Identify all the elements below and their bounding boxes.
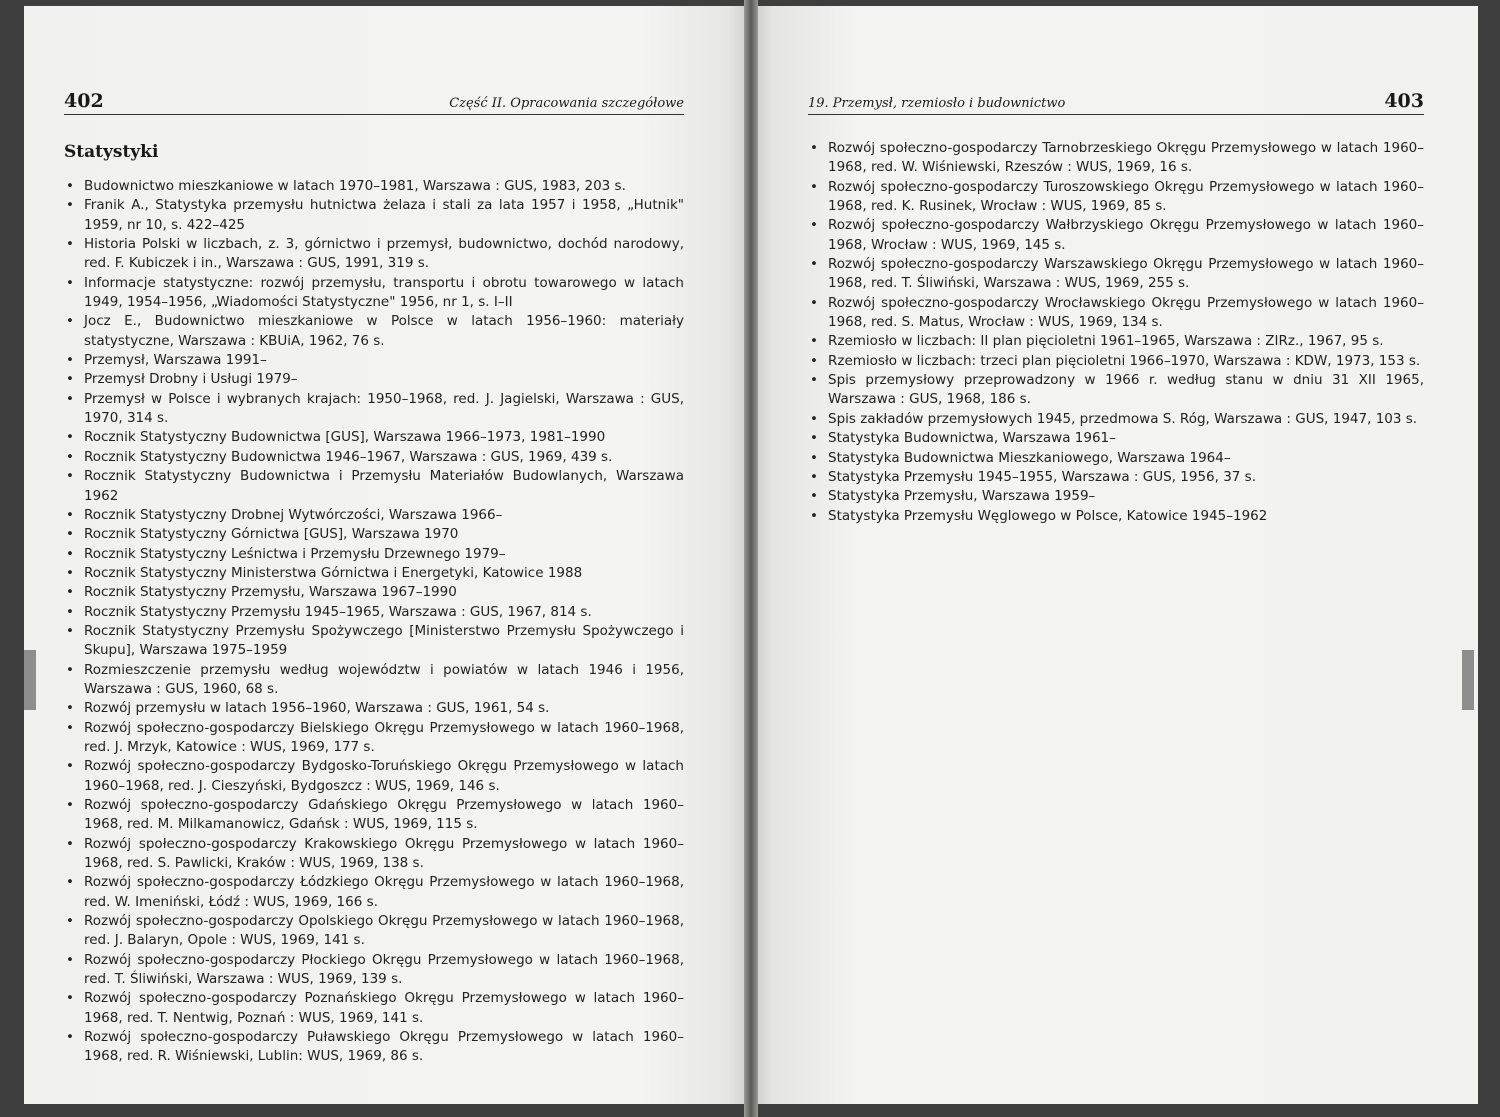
bullet-icon: •: [66, 990, 74, 1007]
bibliography-entry: [66, 989, 684, 1028]
bibliography-entry: [66, 467, 684, 506]
bibliography-entry: [66, 235, 684, 274]
entry-text: Rozwój społeczno-gospodarczy Opolskiego Okręgu Przemysłowego w latach 1960–1968, red. J. Balaryn, Opole : WUS, 1969, 141 s.: [84, 913, 684, 949]
entry-text: Statystyka Przemysłu, Warszawa 1959–: [828, 488, 1096, 505]
bibliography-entry: [66, 757, 684, 796]
bibliography-entry: [810, 294, 1424, 333]
bullet-icon: •: [66, 700, 74, 717]
bullet-icon: •: [66, 468, 74, 485]
bullet-icon: •: [66, 545, 74, 562]
bibliography-entry: [810, 410, 1424, 429]
bullet-icon: •: [66, 913, 74, 930]
entry-text: Rozwój społeczno-gospodarczy Poznańskiego Okręgu Przemysłowego w latach 1960–1968, red. T. Nentwig, Poznań : WUS, 1969, 141 s.: [84, 990, 684, 1026]
bibliography-entry: [810, 352, 1424, 371]
bullet-icon: •: [66, 584, 74, 601]
entry-text: Rozwój społeczno-gospodarczy Bydgosko-Toruńskiego Okręgu Przemysłowego w latach 1960–1968, red. J. Cieszyński, Bydgoszcz : WUS, 1969, 146 s.: [84, 758, 684, 794]
bibliography-entry: [66, 873, 684, 912]
bullet-icon: •: [810, 294, 818, 311]
bullet-icon: •: [810, 333, 818, 350]
entry-text: Przemysł, Warszawa 1991–: [84, 352, 267, 369]
bullet-icon: •: [66, 506, 74, 523]
bullet-icon: •: [66, 564, 74, 581]
entry-text: Przemysł w Polsce i wybranych krajach: 1950–1968, red. J. Jagielski, Warszawa : GUS, 1970, 314 s.: [84, 390, 684, 427]
entry-text: Rozwój przemysłu w latach 1956–1960, Warszawa : GUS, 1961, 54 s.: [84, 700, 550, 717]
bullet-icon: •: [66, 622, 74, 639]
right-running-header: 19. Przemysł, rzemiosło i budownictwo: [808, 96, 1066, 111]
bibliography-entry: [66, 196, 684, 235]
entry-text: Budownictwo mieszkaniowe w latach 1970–1981, Warszawa : GUS, 1983, 203 s.: [84, 178, 626, 194]
bibliography-entry: [810, 429, 1424, 448]
entry-text: Rozwój społeczno-gospodarczy Płockiego Okręgu Przemysłowego w latach 1960–1968, red. T. Śliwiński, Warszawa : WUS, 1969, 139 s.: [84, 951, 684, 988]
bibliography-entry: [810, 332, 1424, 351]
bibliography-entry: [810, 468, 1424, 487]
bibliography-entry: [66, 545, 684, 564]
entry-text: Rocznik Statystyczny Budownictwa [GUS], Warszawa 1966–1973, 1981–1990: [84, 429, 606, 446]
bullet-icon: •: [810, 352, 818, 369]
bibliography-entry: [66, 912, 684, 951]
bullet-icon: •: [66, 197, 74, 214]
bibliography-entry: [66, 525, 684, 544]
bibliography-entry: [66, 390, 684, 429]
bullet-icon: •: [66, 313, 74, 330]
bibliography-entry: [66, 835, 684, 874]
entry-text: Rzemiosło w liczbach: trzeci plan pięcioletni 1966–1970, Warszawa : KDW, 1973, 153 s.: [828, 352, 1421, 369]
right-page-number: 403: [1384, 90, 1424, 112]
entry-text: Statystyka Przemysłu Węglowego w Polsce, Katowice 1945–1962: [828, 507, 1268, 524]
bullet-icon: •: [66, 236, 74, 253]
bibliography-entry: [66, 428, 684, 447]
bibliography-entry: [810, 449, 1424, 468]
entry-text: Rozmieszczenie przemysłu według województw i powiatów w latach 1946 i 1956, Warszawa : GUS, 1960, 68 s.: [84, 661, 684, 697]
bibliography-entry: [810, 255, 1424, 294]
left-page-header: [64, 90, 684, 115]
bullet-icon: •: [66, 448, 74, 465]
bibliography-entry: [66, 796, 684, 835]
bibliography-entry: [810, 216, 1424, 255]
entry-text: Rozwój społeczno-gospodarczy Turoszowskiego Okręgu Przemysłowego w latach 1960–1968, red. K. Rusinek, Wrocław : WUS, 1969, 85 s.: [828, 178, 1424, 215]
bibliography-entry: [66, 506, 684, 525]
bullet-icon: •: [66, 719, 74, 736]
entry-text: Rocznik Statystyczny Budownictwa 1946–1967, Warszawa : GUS, 1969, 439 s.: [84, 448, 613, 465]
bibliography-entry: [66, 177, 684, 196]
bullet-icon: •: [66, 371, 74, 388]
bullet-icon: •: [66, 874, 74, 891]
entry-text: Franik A., Statystyka przemysłu hutnictwa żelaza i stali za lata 1957 i 1958, „Hutnik" 1959, nr 10, s. 422–425: [84, 197, 684, 233]
bibliography-entry: [66, 719, 684, 758]
right-edge-tab: [1462, 650, 1474, 710]
bullet-icon: •: [810, 178, 818, 195]
entry-text: Przemysł Drobny i Usługi 1979–: [84, 371, 298, 388]
bibliography-entry: [810, 507, 1424, 526]
entry-text: Rocznik Statystyczny Leśnictwa i Przemysłu Drzewnego 1979–: [84, 545, 506, 562]
entry-text: Rozwój społeczno-gospodarczy Puławskiego Okręgu Przemysłowego w latach 1960–1968, red. R. Wiśniewski, Lublin: WUS, 1969, 86 s.: [84, 1029, 684, 1065]
bibliography-entry: [66, 274, 684, 313]
bullet-icon: •: [810, 468, 818, 485]
bibliography-entry: [66, 312, 684, 351]
bullet-icon: •: [66, 429, 74, 446]
bibliography-entry: [66, 448, 684, 467]
bibliography-entry: [66, 699, 684, 718]
entry-text: Rozwój społeczno-gospodarczy Tarnobrzeskiego Okręgu Przemysłowego w latach 1960–1968, red. W. Wiśniewski, Rzeszów : WUS, 1969, 16 s.: [828, 140, 1424, 176]
bibliography-entry: [66, 951, 684, 990]
entry-text: Statystyka Przemysłu 1945–1955, Warszawa : GUS, 1956, 37 s.: [828, 468, 1256, 485]
bullet-icon: •: [810, 507, 818, 524]
entry-text: Rocznik Statystyczny Przemysłu Spożywczego [Ministerstwo Przemysłu Spożywczego i Skupu], Warszawa 1975–1959: [84, 622, 684, 659]
entry-text: Rozwój społeczno-gospodarczy Bielskiego Okręgu Przemysłowego w latach 1960–1968, red. J. Mrzyk, Katowice : WUS, 1969, 177 s.: [84, 719, 684, 755]
entry-text: Rozwój społeczno-gospodarczy Wrocławskiego Okręgu Przemysłowego w latach 1960–1968, red. S. Matus, Wrocław : WUS, 1969, 134 s.: [828, 294, 1424, 331]
bibliography-entry: [810, 487, 1424, 506]
entry-text: Rocznik Statystyczny Przemysłu, Warszawa 1967–1990: [84, 584, 457, 601]
bullet-icon: •: [66, 352, 74, 369]
entry-text: Rzemiosło w liczbach: II plan pięcioletni 1961–1965, Warszawa : ZIRz., 1967, 95 s.: [828, 333, 1384, 350]
bullet-icon: •: [810, 449, 818, 466]
entry-text: Informacje statystyczne: rozwój przemysłu, transportu i obrotu towarowego w latach 1949, 1954–1956, „Wiadomości Statystyczne" 1956, nr 1, s. I–II: [84, 274, 684, 311]
bullet-icon: •: [66, 178, 74, 194]
entry-text: Rozwój społeczno-gospodarczy Wałbrzyskiego Okręgu Przemysłowego w latach 1960–1968, Wrocław : WUS, 1969, 145 s.: [828, 217, 1424, 253]
entry-text: Spis zakładów przemysłowych 1945, przedmowa S. Róg, Warszawa : GUS, 1947, 103 s.: [828, 410, 1418, 427]
bibliography-entry: [66, 564, 684, 583]
bibliography-entry: [66, 583, 684, 602]
bullet-icon: •: [66, 526, 74, 543]
bibliography-entry: [810, 139, 1424, 178]
bullet-icon: •: [66, 758, 74, 775]
bibliography-entry: [66, 1028, 684, 1067]
left-page-number: 402: [64, 90, 104, 112]
left-running-header: Część II. Opracowania szczegółowe: [449, 96, 684, 111]
bullet-icon: •: [810, 256, 818, 273]
entry-text: Rocznik Statystyczny Ministerstwa Górnictwa i Energetyki, Katowice 1988: [84, 564, 583, 581]
bullet-icon: •: [810, 410, 818, 427]
bibliography-entry: [66, 351, 684, 370]
bullet-icon: •: [66, 603, 74, 620]
bibliography-entry: [810, 178, 1424, 217]
bibliography-entry: [66, 661, 684, 700]
bibliography-entry: [66, 370, 684, 389]
entry-text: Spis przemysłowy przeprowadzony w 1966 r. według stanu w dniu 31 XII 1965, Warszawa : GUS, 1968, 186 s.: [828, 372, 1424, 408]
entry-text: Rozwój społeczno-gospodarczy Warszawskiego Okręgu Przemysłowego w latach 1960–1968, red. T. Śliwiński, Warszawa : WUS, 1969, 255 s.: [828, 256, 1424, 292]
entry-text: Rocznik Statystyczny Budownictwa i Przemysłu Materiałów Budowlanych, Warszawa 1962: [84, 468, 684, 504]
entry-text: Jocz E., Budownictwo mieszkaniowe w Polsce w latach 1956–1960: materiały statystyczne, Warszawa : KBUiA, 1962, 76 s.: [84, 313, 684, 349]
book-gutter: [744, 0, 758, 1117]
bullet-icon: •: [66, 835, 74, 852]
bullet-icon: •: [66, 1029, 74, 1046]
section-title: Statystyki: [64, 142, 159, 162]
bullet-icon: •: [66, 951, 74, 968]
entry-text: Historia Polski w liczbach, z. 3, górnictwo i przemysł, budownictwo, dochód narodowy, red. F. Kubiczek i in., Warszawa : GUS, 1991, 319 s.: [84, 236, 684, 272]
bullet-icon: •: [810, 372, 818, 389]
bullet-icon: •: [66, 274, 74, 291]
entry-text: Rocznik Statystyczny Drobnej Wytwórczości, Warszawa 1966–: [84, 506, 503, 523]
left-edge-tab: [24, 650, 36, 710]
bibliography-entry: [66, 603, 684, 622]
right-page-header: [808, 90, 1424, 115]
bullet-icon: •: [810, 140, 818, 156]
entry-text: Statystyka Budownictwa Mieszkaniowego, Warszawa 1964–: [828, 449, 1231, 466]
bullet-icon: •: [66, 661, 74, 678]
left-bibliography-list: [66, 177, 684, 1067]
bullet-icon: •: [810, 488, 818, 505]
entry-text: Rozwój społeczno-gospodarczy Gdańskiego Okręgu Przemysłowego w latach 1960–1968, red. M. Milkamanowicz, Gdańsk : WUS, 1969, 115 s.: [84, 797, 684, 833]
bullet-icon: •: [66, 797, 74, 813]
bibliography-entry: [66, 622, 684, 661]
right-bibliography-list: [810, 139, 1424, 526]
bibliography-entry: [810, 371, 1424, 410]
bullet-icon: •: [66, 390, 74, 407]
entry-text: Rocznik Statystyczny Górnictwa [GUS], Warszawa 1970: [84, 526, 459, 543]
entry-text: Rozwój społeczno-gospodarczy Łódzkiego Okręgu Przemysłowego w latach 1960–1968, red. W. Imeniński, Łódź : WUS, 1969, 166 s.: [84, 874, 684, 910]
bullet-icon: •: [810, 430, 818, 447]
entry-text: Statystyka Budownictwa, Warszawa 1961–: [828, 430, 1116, 447]
entry-text: Rozwój społeczno-gospodarczy Krakowskiego Okręgu Przemysłowego w latach 1960–1968, red. S. Pawlicki, Kraków : WUS, 1969, 138 s.: [84, 835, 684, 872]
entry-text: Rocznik Statystyczny Przemysłu 1945–1965, Warszawa : GUS, 1967, 814 s.: [84, 603, 592, 620]
bullet-icon: •: [810, 217, 818, 234]
